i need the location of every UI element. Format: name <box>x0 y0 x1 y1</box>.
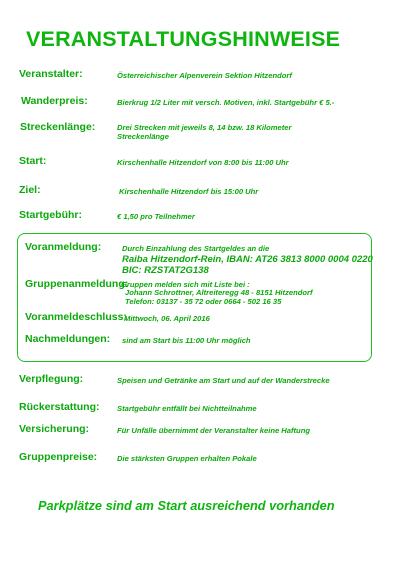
field-label: Streckenlänge: <box>20 121 96 133</box>
nachmeldungen-label: Nachmeldungen: <box>25 333 111 345</box>
field-value: Kirschenhalle Hitzendorf von 8:00 bis 11:00 Uhr <box>117 158 289 167</box>
field-label: Verpflegung: <box>19 373 84 385</box>
page-title: VERANSTALTUNGSHINWEISE <box>26 27 341 51</box>
field-value: Bierkrug 1/2 Liter mit versch. Motiven, inkl. Startgebühr € 5.- <box>117 98 335 107</box>
field-label: Versicherung: <box>19 423 90 435</box>
parking-note: Parkplätze sind am Start ausreichend vorhanden <box>38 498 335 513</box>
voranmeldeschluss-value: Mittwoch, 06. April 2016 <box>124 314 210 323</box>
voranmeldung-label: Voranmeldung: <box>25 241 102 253</box>
field-value: Für Unfälle übernimmt der Veranstalter keine Haftung <box>117 426 310 435</box>
field-value: Die stärksten Gruppen erhalten Pokale <box>117 454 257 463</box>
field-value: Speisen und Getränke am Start und auf der Wanderstrecke <box>117 376 330 385</box>
gruppenanmeldung-label: Gruppenanmeldung: <box>25 278 129 290</box>
field-label: Start: <box>19 155 47 167</box>
field-value-line2: Streckenlänge <box>117 132 169 141</box>
field-value: Österreichischer Alpenverein Sektion Hitzendorf <box>117 71 292 80</box>
voranmeldung-bic: BIC: RZSTAT2G138 <box>122 265 209 276</box>
field-value-line1: Drei Strecken mit jeweils 8, 14 bzw. 18 Kilometer <box>117 123 292 132</box>
field-value: Startgebühr entfällt bei Nichtteilnahme <box>117 404 257 413</box>
voranmeldeschluss-label: Voranmeldeschluss: <box>25 311 127 323</box>
gruppenanmeldung-line3: Telefon: 03137 - 35 72 oder 0664 - 502 16 35 <box>125 297 282 306</box>
field-label: Veranstalter: <box>19 68 83 80</box>
field-label: Wanderpreis: <box>21 95 88 107</box>
gruppenanmeldung-line2: Johann Schrottner, Altreiteregg 48 - 8151 Hitzendorf <box>125 288 313 297</box>
nachmeldungen-value: sind am Start bis 11:00 Uhr möglich <box>122 336 251 345</box>
gruppenanmeldung-line1: Gruppen melden sich mit Liste bei : <box>121 280 250 289</box>
field-label: Gruppenpreise: <box>19 451 98 463</box>
field-label: Rückerstattung: <box>19 401 100 413</box>
field-label: Startgebühr: <box>19 209 82 221</box>
field-value: Kirschenhalle Hitzendorf bis 15:00 Uhr <box>119 187 259 196</box>
voranmeldung-bank: Raiba Hitzendorf-Rein, IBAN: AT26 3813 8000 0004 0220 <box>122 254 373 265</box>
voranmeldung-line1: Durch Einzahlung des Startgeldes an die <box>122 244 270 253</box>
field-label: Ziel: <box>19 184 41 196</box>
field-value: € 1,50 pro Teilnehmer <box>117 212 195 221</box>
